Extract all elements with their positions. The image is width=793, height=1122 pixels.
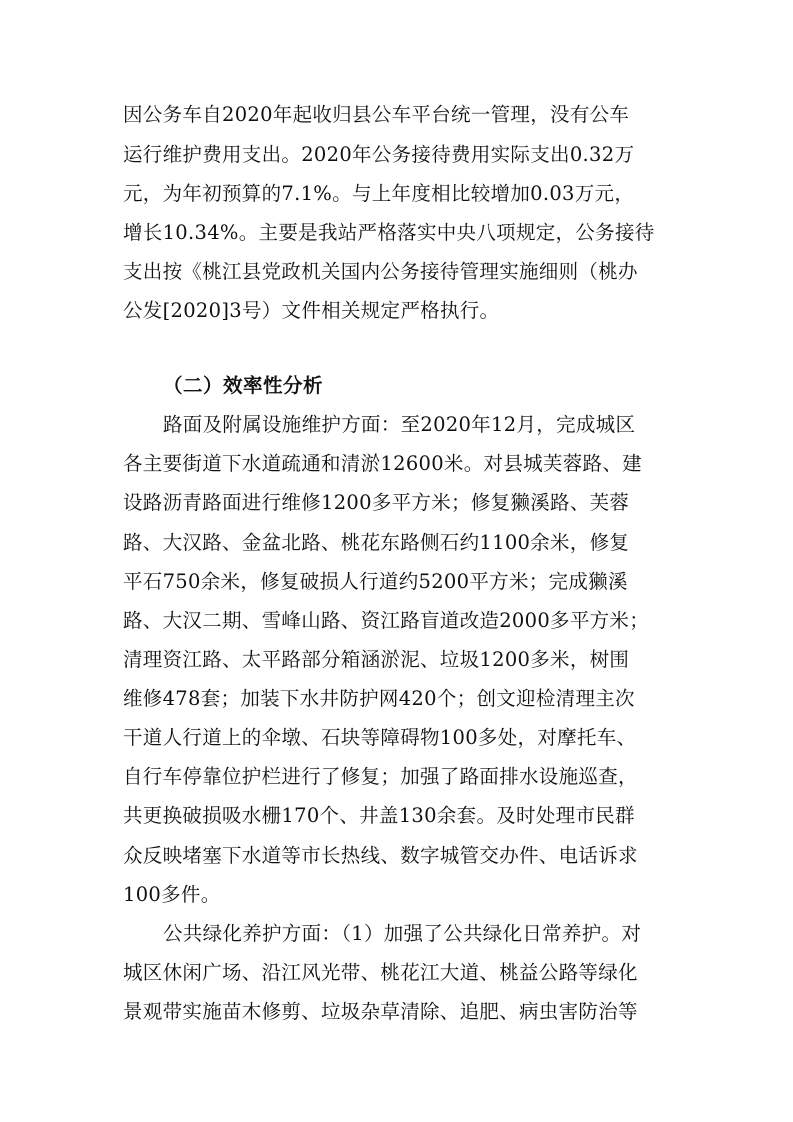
paragraph-2-line-11: 共更换破损吸水栅170个、井盖130余套。及时处理市民群	[123, 804, 635, 827]
paragraph-3-line-3: 景观带实施苗木修剪、垃圾杂草清除、追肥、病虫害防治等	[123, 1000, 638, 1023]
paragraph-1-line-5: 支出按《桃江县党政机关国内公务接待管理实施细则（桃办	[123, 260, 638, 283]
paragraph-2-line-7: 清理资江路、太平路部分箱涵淤泥、垃圾1200多米，树围	[123, 648, 630, 671]
paragraph-2-line-6: 路、大汉二期、雪峰山路、资江路盲道改造2000多平方米；	[123, 609, 650, 632]
paragraph-3-line-2: 城区休闲广场、沿江风光带、桃花江大道、桃益公路等绿化	[123, 961, 638, 984]
paragraph-1-line-3: 元，为年初预算的7.1%。与上年度相比较增加0.03万元，	[123, 182, 635, 205]
paragraph-2-line-10: 自行车停靠位护栏进行了修复；加强了路面排水设施巡查，	[123, 765, 638, 788]
paragraph-2-line-8: 维修478套；加装下水井防护网420个；创文迎检清理主次	[123, 687, 635, 710]
paragraph-2-line-9: 干道人行道上的伞墩、石块等障碍物100多处，对摩托车、	[123, 726, 637, 749]
paragraph-2-line-13: 100多件。	[123, 883, 221, 906]
paragraph-2-line-12: 众反映堵塞下水道等市长热线、数字城管交办件、电话诉求	[123, 844, 638, 867]
paragraph-3-line-1: 公共绿化养护方面：（1）加强了公共绿化日常养护。对	[163, 922, 642, 945]
section-heading: （二）效率性分析	[163, 374, 324, 397]
paragraph-1-line-6: 公发[2020]3号）文件相关规定严格执行。	[123, 299, 500, 322]
paragraph-2-line-2: 各主要街道下水道疏通和清淤12600米。对县城芙蓉路、建	[123, 452, 642, 475]
paragraph-2-line-1: 路面及附属设施维护方面：至2020年12月，完成城区	[163, 413, 636, 436]
paragraph-2-line-4: 路、大汉路、金盆北路、桃花东路侧石约1100余米，修复	[123, 531, 630, 554]
paragraph-1-line-4: 增长10.34%。主要是我站严格落实中央八项规定，公务接待	[123, 221, 655, 244]
paragraph-2-line-3: 设路沥青路面进行维修1200多平方米；修复獭溪路、芙蓉	[123, 491, 630, 514]
paragraph-1-line-1: 因公务车自2020年起收归县公车平台统一管理，没有公车	[123, 103, 630, 126]
paragraph-1-line-2: 运行维护费用支出。2020年公务接待费用实际支出0.32万	[123, 143, 635, 166]
paragraph-2-line-5: 平石750余米，修复破损人行道约5200平方米；完成獭溪	[123, 570, 628, 593]
